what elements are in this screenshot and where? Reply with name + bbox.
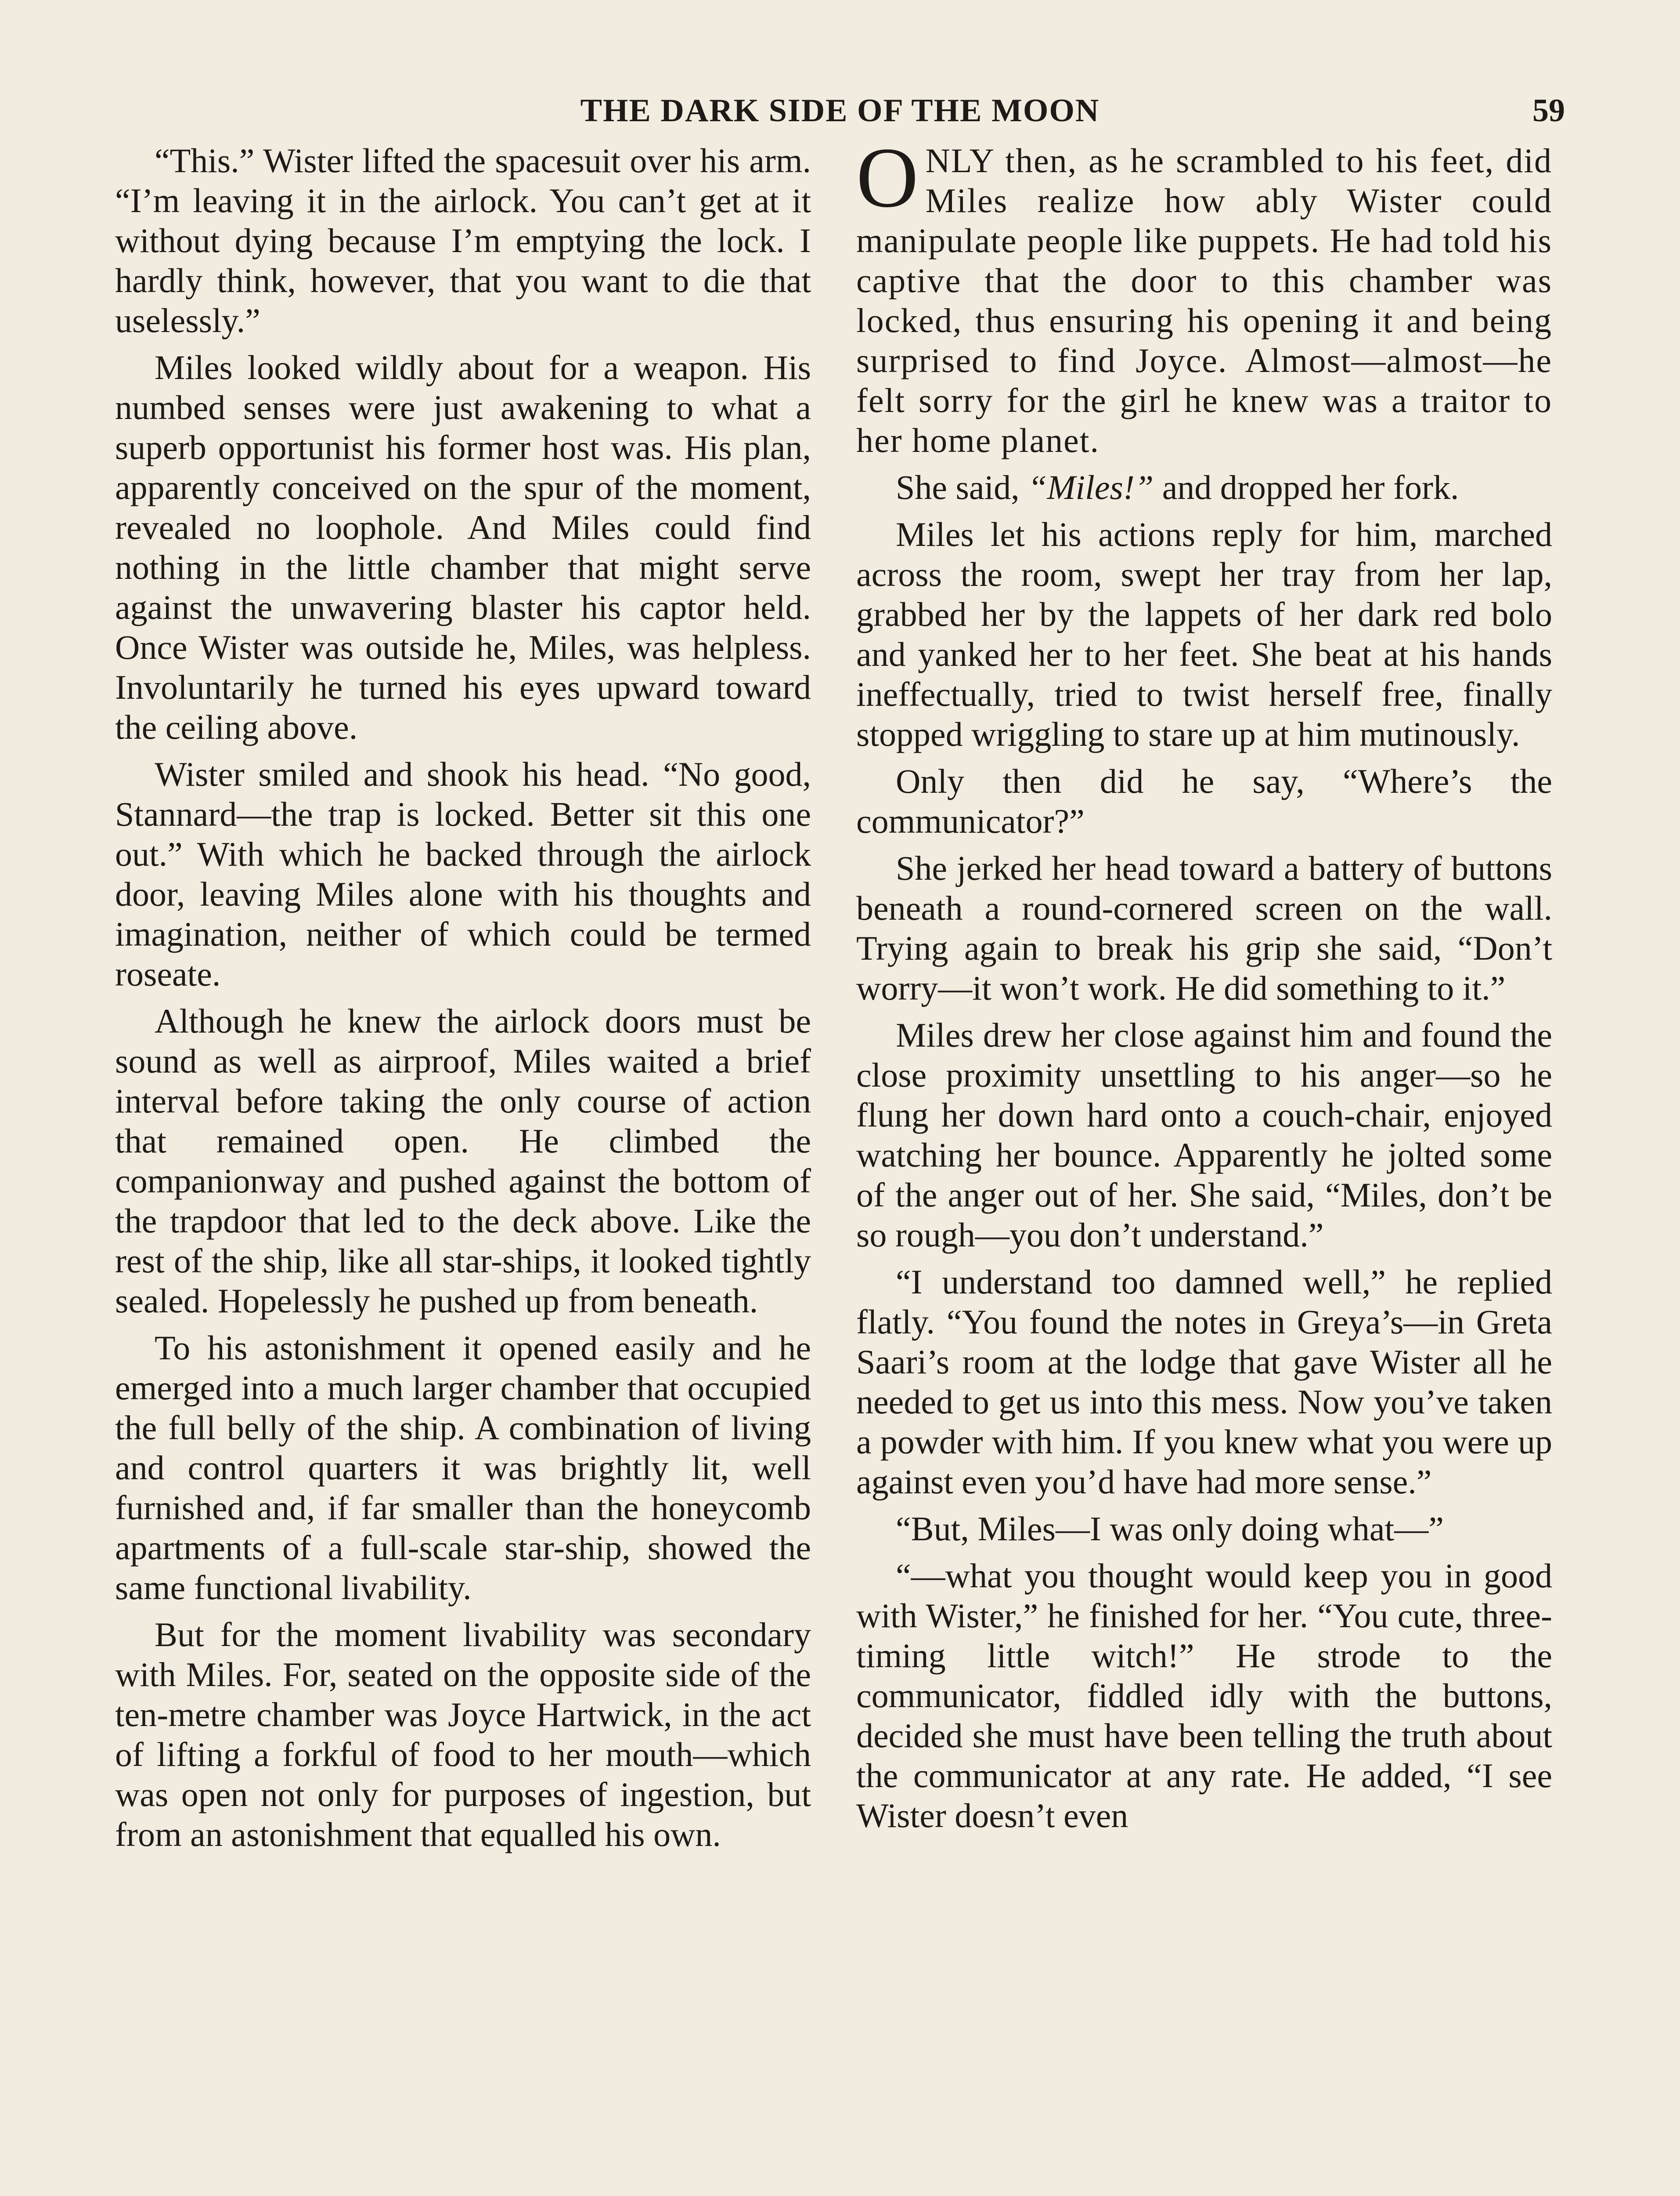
paragraph: Although he knew the airlock doors must be sound as well as airproof, Miles waited a brief interval before taking the only course of action that remained open. He climbed the companionway and pushed against the bottom of the trapdoor that led to the deck above. Like the rest of the ship, like all star-ships, it looked tightly sealed. Hopelessly he pushed up from beneath. — [115, 1002, 811, 1320]
left-column — [115, 141, 811, 1861]
paragraph: Miles looked wildly about for a weapon. His numbed senses were just awakening to what a superb opportunist his former host was. His plan, apparently conceived on the spur of the moment, revealed no loophole. And Miles could find nothing in the little chamber that might serve against the unwavering blaster his captor held. Once Wister was outside he, Miles, was helpless. Involuntarily he turned his eyes upward toward the ceiling above. — [115, 348, 811, 746]
paragraph — [856, 467, 1552, 507]
she-said-suffix: and dropped her fork. — [1154, 468, 1459, 506]
right-column — [856, 130, 1552, 1842]
page-number: 59 — [1532, 93, 1565, 129]
she-said-italic: “Miles!” — [1028, 468, 1154, 506]
she-said-prefix: She said, — [896, 468, 1028, 506]
paragraph: To his astonishment it opened easily and he emerged into a much larger chamber that occupied the full belly of the ship. A combination of living and control quarters it was brightly lit, well furnished and, if far smaller than the honeycomb apartments of a full-scale star-ship, showed the same functional livability. — [115, 1329, 811, 1607]
paragraph: Only then did he say, “Where’s the communicator?” — [856, 762, 1552, 840]
drop-cap: O — [856, 130, 919, 225]
paragraph: “I understand too damned well,” he replied flatly. “You found the notes in Greya’s—in Greta Saari’s room at the lodge that gave Wister all he needed to get us into this mess. Now you’ve taken a powder with him. If you knew what you were up against even you’d have had more sense.” — [856, 1263, 1552, 1501]
page-header — [115, 92, 1565, 132]
paragraph: She jerked her head toward a battery of buttons beneath a round-cornered screen on the wall. Trying again to break his grip she said, “Don’t worry—it won’t work. He did something to it.” — [856, 849, 1552, 1007]
paragraph: Wister smiled and shook his head. “No good, Stannard—the trap is locked. Better sit this one out.” With which he backed through the airlock door, leaving Miles alone with his thoughts and imagination, neither of which could be termed roseate. — [115, 755, 811, 993]
paragraph: Miles drew her close against him and found the close proximity unsettling to his anger—so he flung her down hard onto a couch-chair, enjoyed watching her bounce. Apparently he jolted some of the anger out of her. She said, “Miles, don’t be so rough—you don’t understand.” — [856, 1016, 1552, 1254]
paragraph: “—what you thought would keep you in good with Wister,” he finished for her. “You cute, three-timing little witch!” He strode to the communicator, fiddled idly with the buttons, decided she must have been telling the truth about the communicator at any rate. He added, “I see Wister doesn’t even — [856, 1557, 1552, 1835]
paragraph: Miles let his actions reply for him, marched across the room, swept her tray from her lap, grabbed her by the lappets of her dark red bolo and yanked her to her feet. She beat at his hands ineffectually, tried to twist herself free, finally stopped wriggling to stare up at him mutinously. — [856, 515, 1552, 753]
paragraph: “But, Miles—I was only doing what—” — [896, 1510, 1444, 1548]
opening-paragraph — [856, 130, 1552, 460]
paragraph: But for the moment livability was secondary with Miles. For, seated on the opposite side of the ten-metre chamber was Joyce Hartwick, in the act of lifting a forkful of food to her mouth—which was open not only for purposes of ingestion, but from an astonishment that equalled his own. — [115, 1615, 811, 1853]
opening-text: NLY then, as he scrambled to his feet, did Miles realize how ably Wister could manipulate people like puppets. He had told his captive that the door to this chamber was locked, thus ensuring his opening it and being surprised to find Joyce. Almost—almost—he felt sorry for the girl he knew was a traitor to her home planet. — [856, 141, 1552, 459]
paragraph: “This.” Wister lifted the spacesuit over his arm. “I’m leaving it in the airlock. You can’t get at it without dying because I’m emptying the lock. I hardly think, however, that you want to die that uselessly.” — [115, 141, 811, 340]
running-title: THE DARK SIDE OF THE MOON — [580, 93, 1100, 129]
